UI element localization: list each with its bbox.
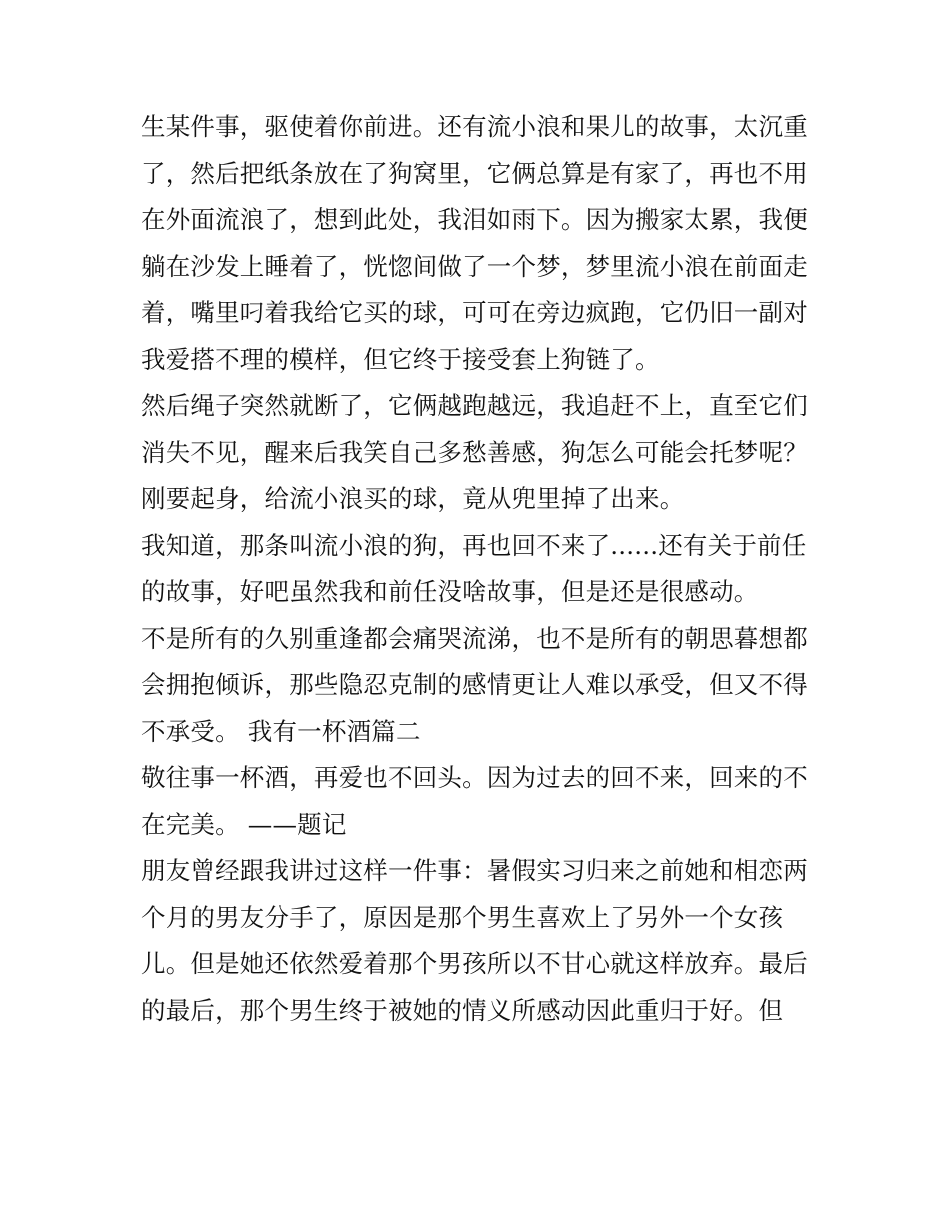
text-line: 着，嘴里叼着我给它买的球，可可在旁边疯跑，它仍旧一副对 bbox=[141, 298, 808, 327]
text-line: 的故事，好吧虽然我和前任没啥故事，但是还是很感动。 bbox=[141, 577, 759, 606]
text-line: 个月的男友分手了，原因是那个男生喜欢上了另外一个女孩 bbox=[141, 902, 784, 932]
text-line: 会拥抱倾诉，那些隐忍克制的感情更让人难以承受，但又不得 bbox=[141, 670, 808, 699]
text-line: 然后绳子突然就断了，它俩越跑越远，我追赶不上，直至它们 bbox=[141, 391, 808, 420]
text-line: 我爱搭不理的模样，但它终于接受套上狗链了。 bbox=[141, 344, 660, 374]
text-line: 了，然后把纸条放在了狗窝里，它俩总算是有家了，再也不用 bbox=[141, 158, 808, 188]
document-body bbox=[141, 104, 821, 1034]
text-line: 不承受。 我有一杯酒篇二 bbox=[141, 716, 421, 746]
text-line: 的最后，那个男生终于被她的情义所感动因此重归于好。但 bbox=[141, 995, 784, 1025]
text-line: 朋友曾经跟我讲过这样一件事：暑假实习归来之前她和相恋两 bbox=[141, 856, 808, 885]
text-line: 消失不见，醒来后我笑自己多愁善感，狗怎么可能会托梦呢？ bbox=[141, 437, 808, 467]
text-line: 不是所有的久别重逢都会痛哭流涕，也不是所有的朝思暮想都 bbox=[141, 623, 808, 653]
text-line: 刚要起身，给流小浪买的球，竟从兜里掉了出来。 bbox=[141, 484, 685, 513]
text-line: 儿。但是她还依然爱着那个男孩所以不甘心就这样放弃。最后 bbox=[141, 949, 808, 978]
text-line: 敬往事一杯酒，再爱也不回头。因为过去的回不来，回来的不 bbox=[141, 763, 808, 792]
text-line: 躺在沙发上睡着了，恍惚间做了一个梦，梦里流小浪在前面走 bbox=[141, 251, 808, 281]
text-line: 在完美。 ——题记 bbox=[141, 809, 347, 839]
text-line: 在外面流浪了，想到此处，我泪如雨下。因为搬家太累，我便 bbox=[141, 205, 808, 234]
text-line: 我知道，那条叫流小浪的狗，再也回不来了......还有关于前任 bbox=[141, 530, 807, 560]
text-line: 生某件事，驱使着你前进。还有流小浪和果儿的故事，太沉重 bbox=[141, 112, 808, 141]
